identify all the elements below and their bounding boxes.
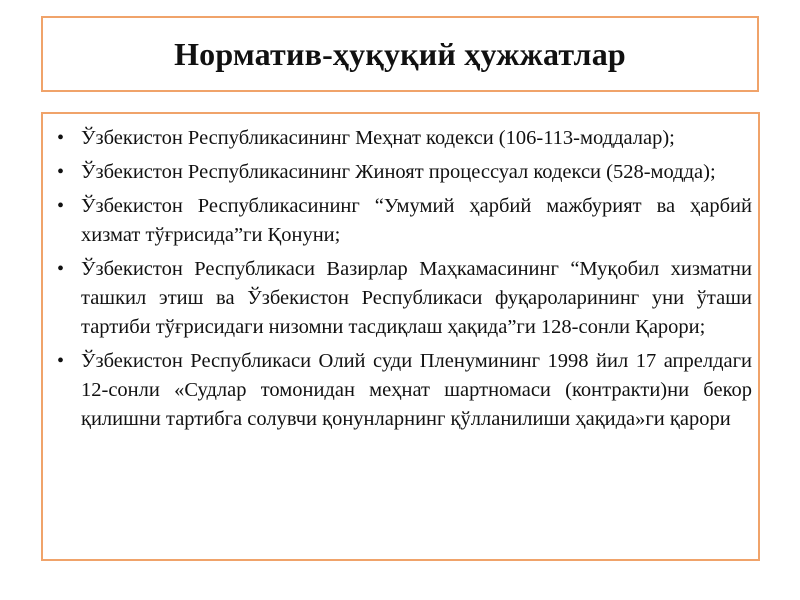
list-item-text: Ўзбекистон Республикаси Олий суди Пленумининг 1998 йил 17 апрелдаги 12-сонли «Судлар томонидан меҳнат шартномаси (контракти)ни бекор қилишни тартибга солувчи қонунларнинг қўлланилиши ҳақида»ги қарори	[81, 350, 752, 430]
list-item	[43, 255, 752, 342]
bullet-icon: •	[57, 161, 65, 183]
slide-title: Норматив-ҳуқуқий ҳужжатлар	[174, 36, 626, 72]
list-item-text: Ўзбекистон Республикасининг Жиноят процессуал кодекси (528-модда);	[81, 161, 716, 183]
list-item	[43, 124, 752, 153]
bullet-icon: •	[57, 127, 65, 149]
bullet-icon: •	[57, 258, 65, 280]
title-box	[41, 16, 759, 92]
bullet-icon: •	[57, 350, 65, 372]
list-item-text: Ўзбекистон Республикасининг “Умумий ҳарбий мажбурият ва ҳарбий хизмат тўғрисида”ги Қонуни;	[81, 195, 752, 246]
list-item-text: Ўзбекистон Республикаси Вазирлар Маҳкамасининг “Муқобил хизматни ташкил этиш ва Ўзбекистон Республикаси фуқароларининг уни ўташи тартиби тўғрисидаги низомни тасдиқлаш ҳақида”ги 128-сонли Қарори;	[81, 258, 752, 338]
list-item	[43, 192, 752, 250]
list-item	[43, 347, 752, 434]
list-item-text: Ўзбекистон Республикасининг Меҳнат кодекси (106-113-моддалар);	[81, 127, 675, 149]
bullet-list	[43, 124, 752, 434]
bullet-icon: •	[57, 195, 65, 217]
content-box	[41, 112, 760, 561]
list-item	[43, 158, 752, 187]
